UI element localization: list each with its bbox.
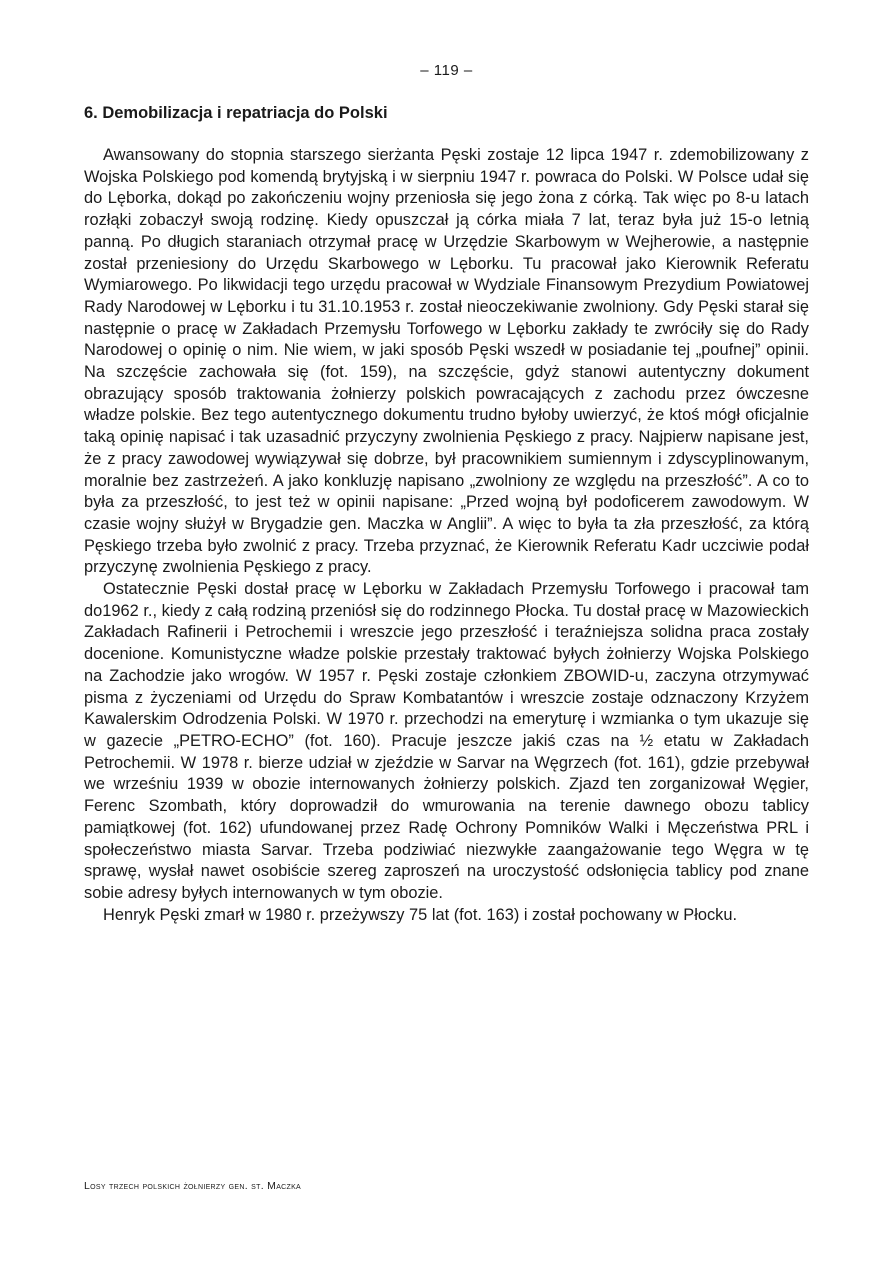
paragraph-2: Ostatecznie Pęski dostał pracę w Lęborku w Zakładach Przemysłu Torfowego i pracował tam do1962 r., kiedy z całą rodziną przeniósł się do rodzinnego Płocka. Tu dostał pracę w Mazowieckich Zakładach Rafinerii i Petrochemii i wreszcie jego przeszłość i teraźniejsza solidna praca zostały docenione. Komunistyczne władze polskie przestały traktować byłych żołnierzy Wojska Polskiego na Zachodzie jako wrogów. W 1957 r. Pęski zostaje członkiem ZBOWID-u, zaczyna otrzymywać pisma z życzeniami od Urzędu do Spraw Kombatantów i wreszcie zostaje odznaczony Krzyżem Kawalerskim Odrodzenia Polski. W 1970 r. przechodzi na emeryturę i wzmianka o tym ukazuje się w gazecie „PETRO-ECHO” (fot. 160). Pracuje jeszcze jakiś czas na ½ etatu w Zakładach Petrochemii. W 1978 r. bierze udział w zjeździe w Sarvar na Węgrzech (fot. 161), gdzie przebywał we wrześniu 1939 w obozie internowanych żołnierzy polskich. Zjazd ten zorganizował Węgier, Ferenc Szombath, który doprowadził do wmurowania na terenie dawnego obozu tablicy pamiątkowej (fot. 162) ufundowanej przez Radę Ochrony Pomników Walki i Męczeństwa PRL i społeczeństwo miasta Sarvar. Trzeba podziwiać niezwykłe zaangażowanie tego Węgra w tę sprawę, wysłał nawet osobiście szereg zaproszeń na uroczystość odsłonięcia tablicy pod znane sobie adresy byłych internowanych w tym obozie. [84, 580, 809, 902]
running-footer: Losy trzech polskich żołnierzy gen. st. Maczka [84, 1180, 302, 1192]
section-heading: 6. Demobilizacja i repatriacja do Polski [84, 104, 388, 122]
page-number: – 119 – [420, 62, 473, 79]
paragraph-3: Henryk Pęski zmarł w 1980 r. przeżywszy 75 lat (fot. 163) i został pochowany w Płocku. [103, 905, 738, 924]
paragraph-1: Awansowany do stopnia starszego sierżanta Pęski zostaje 12 lipca 1947 r. zdemobilizowany z Wojska Polskiego pod komendą brytyjską i w sierpniu 1947 r. powraca do Polski. W Polsce udał się do Lęborka, dokąd po zakończeniu wojny przeniosła się jego żona z córką. Tak więc po 8-u latach rozłąki zobaczył swoją rodzinę. Kiedy opuszczał ją córka miała 7 lat, teraz była już 15-o letnią panną. Po długich staraniach otrzymał pracę w Urzędzie Skarbowym w Wejherowie, a następnie został przeniesiony do Urzędu Skarbowego w Lęborku. Tu pracował jako Kierownik Referatu Wymiarowego. Po likwidacji tego urzędu pracował w Wydziale Finansowym Prezydium Powiatowej Rady Narodowej w Lęborku i tu 31.10.1953 r. został nieoczekiwanie zwolniony. Gdy Pęski starał się następnie o pracę w Zakładach Przemysłu Torfowego w Lęborku zakłady te zwróciły się do Rady Narodowej o opinię o nim. Nie wiem, w jaki sposób Pęski wszedł w posiadanie tej „poufnej” opinii. Na szczęście zachowała się (fot. 159), na szczęście, gdyż stanowi autentyczny dokument obrazujący sposób traktowania żołnierzy polskich powracających z zachodu przez ówczesne władze polskie. Bez tego autentycznego dokumentu trudno byłoby uwierzyć, że ktoś mógł oficjalnie taką opinię napisać i tak uzasadnić przyczyny zwolnienia Pęskiego z pracy. Najpierw napisane jest, że z pracy zawodowej wywiązywał się dobrze, był pracownikiem sumiennym i zdyscyplinowanym, moralnie bez zastrzeżeń. A jako konkluzję napisano „zwolniony ze względu na przeszłość”. A co to była za przeszłość, to jest też w opinii napisane: „Przed wojną był podoficerem zawodowym. W czasie wojny służył w Brygadzie gen. Maczka w Anglii”. A więc to była ta zła przeszłość, za którą Pęskiego trzeba było zwolnić z pracy. Trzeba przyznać, że Kierownik Referatu Kadr uczciwie podał przyczynę zwolnienia Pęskiego z pracy. [84, 146, 809, 577]
body-text [84, 145, 809, 926]
